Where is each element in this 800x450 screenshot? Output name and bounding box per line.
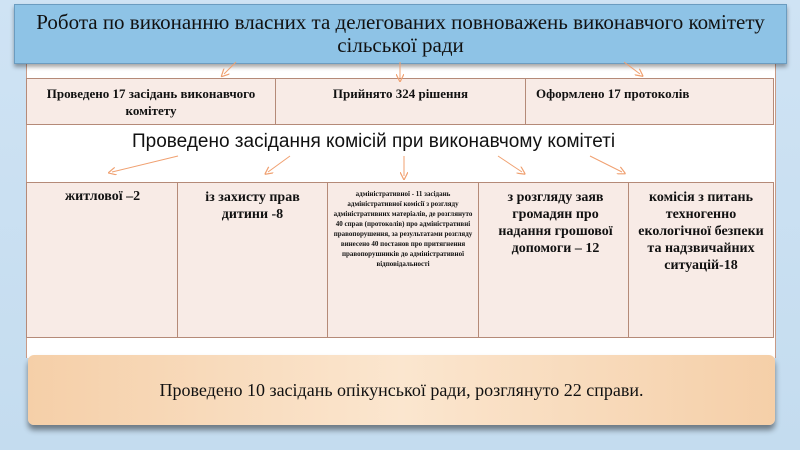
commissions-row: [26, 182, 774, 338]
title-line-1: Робота по виконанню власних та делегованих повноважень виконавчого комітету: [36, 10, 765, 34]
title-line-2: сільської ради: [337, 33, 464, 57]
stat-protocols: Оформлено 17 протоколів: [536, 86, 690, 101]
stat-meetings: Проведено 17 засідань виконавчого комітету: [27, 79, 276, 124]
stat-decisions: Прийнято 324 рішення: [276, 79, 526, 124]
commission-financial-aid: з розгляду заяв громадян про надання грошової допомоги – 12: [479, 183, 629, 337]
commission-administrative: адміністративної - 11 засідань адміністративної комісії з розгляду адміністративних матеріалів, де розглянуто 40 справ (протоколів) про адміністративні правопорушення, за результатами розгляду винесено 40 постанов про притягнення правопорушників до адміністративної відповідальності: [328, 183, 479, 337]
commission-child-rights: із захисту прав дитини -8: [178, 183, 328, 337]
commission-emergency: комісія з питань техногенно екологічної безпеки та надзвичайних ситуацій-18: [638, 190, 764, 273]
commissions-heading: Проведено засідання комісій при виконавчому комітеті: [132, 131, 616, 152]
stats-row: [26, 78, 774, 125]
slide-title: [14, 4, 787, 64]
guardianship-summary: Проведено 10 засідань опікунської ради, розглянуто 22 справи.: [28, 355, 775, 425]
commission-housing: житлової –2: [27, 183, 178, 337]
